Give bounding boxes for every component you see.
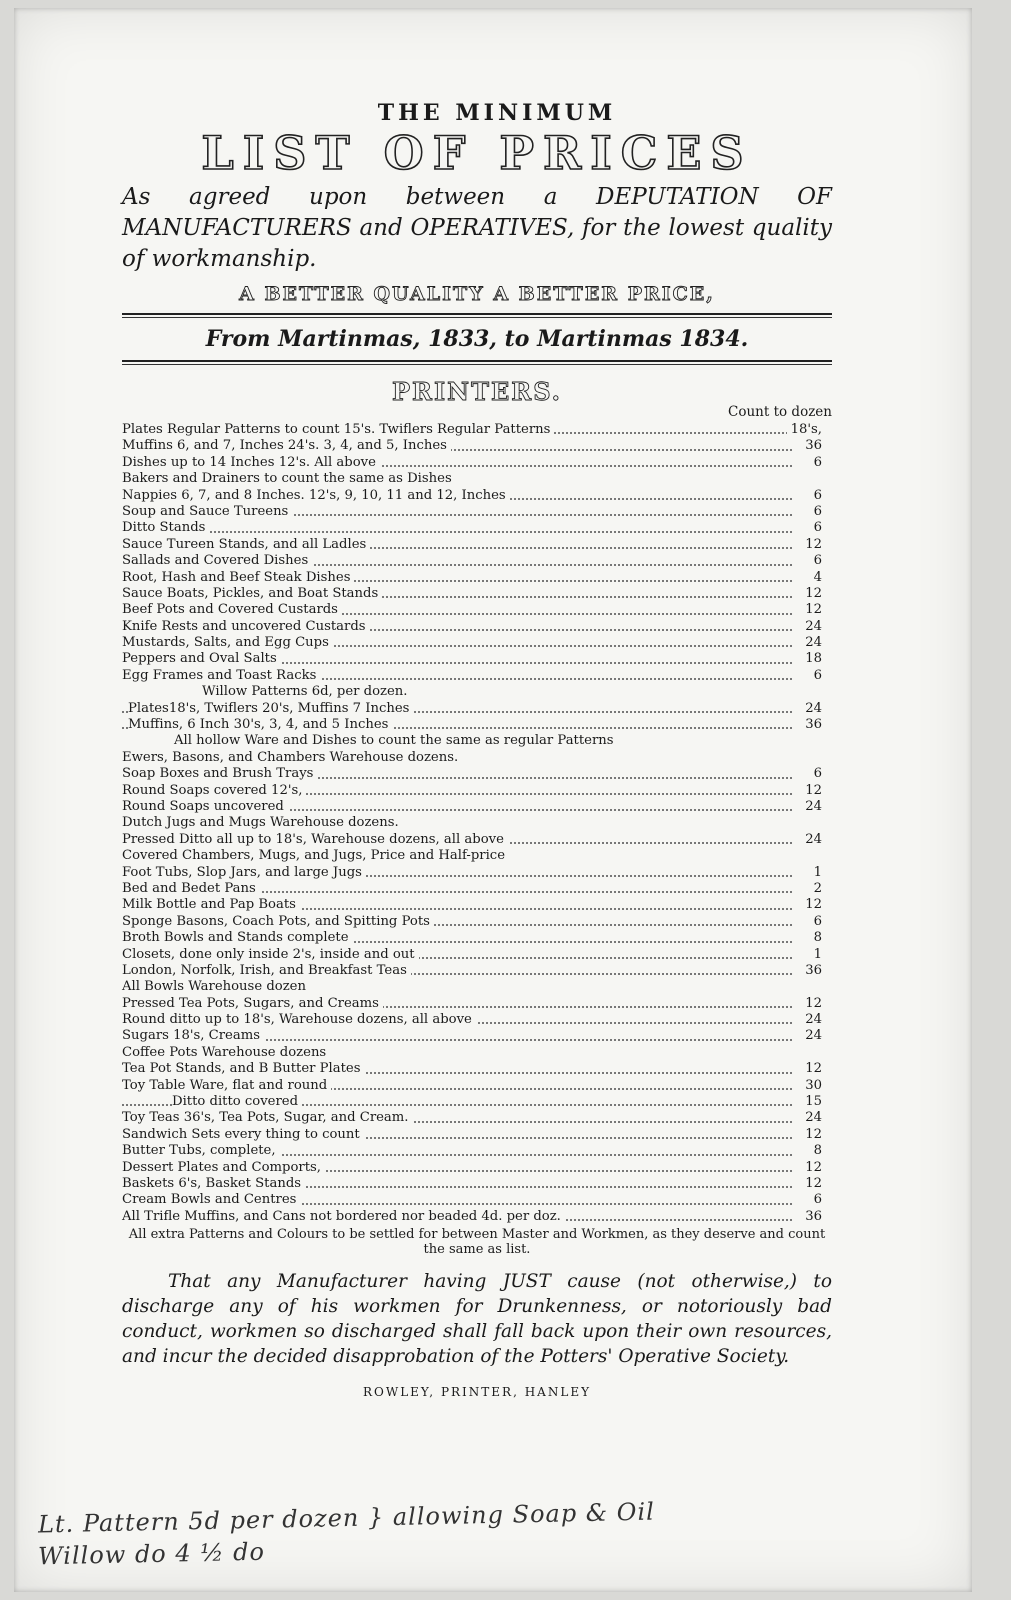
price-row-count: 36: [801, 963, 822, 979]
price-row-label: Soap Boxes and Brush Trays: [122, 766, 317, 782]
price-row-label: Plates Regular Patterns to count 15's. Twiflers Regular Patterns: [122, 422, 554, 438]
price-row: [122, 668, 832, 684]
price-row: [122, 766, 832, 782]
price-row: [122, 537, 832, 553]
title-line-2: LIST OF PRICES: [201, 126, 753, 180]
price-row-label: Closets, done only inside 2's, inside and out: [122, 947, 419, 963]
price-row-count: 1: [810, 947, 822, 963]
price-row: [122, 1045, 832, 1061]
price-row-count: 24: [801, 635, 822, 651]
price-row-count: 12: [801, 996, 822, 1012]
price-row-label: Egg Frames and Toast Racks: [122, 668, 320, 684]
price-row-count: 24: [801, 1028, 822, 1044]
price-row: [122, 619, 832, 635]
price-row: [122, 438, 832, 454]
price-row-count: 6: [810, 914, 822, 930]
price-row-label: Dishes up to 14 Inches 12's. All above: [122, 455, 380, 471]
price-row: [122, 996, 832, 1012]
price-row: [122, 1143, 832, 1159]
price-row-label: Round ditto up to 18's, Warehouse dozens, all above: [122, 1012, 476, 1028]
price-row: [122, 799, 832, 815]
price-row: [122, 930, 832, 946]
title-line-1: THE MINIMUM: [377, 100, 617, 126]
price-list: [122, 422, 832, 1225]
price-row: [122, 1061, 832, 1077]
price-row-label: Tea Pot Stands, and B Butter Plates: [122, 1061, 364, 1077]
price-row-label: Sallads and Covered Dishes: [122, 553, 312, 569]
price-row-count: 36: [801, 1209, 822, 1225]
better-quality-line: A BETTER QUALITY A BETTER PRICE,: [239, 283, 715, 305]
price-row: [122, 520, 832, 536]
price-row: [122, 471, 832, 487]
price-row: [122, 488, 832, 504]
divider-top-thin: [122, 317, 832, 318]
handwritten-note-line-1: Lt. Pattern 5d per dozen } allowing Soap & Oil: [37, 1497, 656, 1539]
price-row-label: Sandwich Sets every thing to count: [122, 1127, 364, 1143]
price-row-count: 4: [810, 570, 822, 586]
price-row-count: 8: [810, 1143, 822, 1159]
price-row-label: London, Norfolk, Irish, and Breakfast Teas: [122, 963, 411, 979]
price-row-label: Ditto Stands: [122, 520, 209, 536]
price-row-count: 36: [801, 717, 822, 733]
leader-dots: [122, 531, 792, 533]
price-row-label: Round Soaps covered 12's,: [122, 783, 306, 799]
price-row-label: Dessert Plates and Comports,: [122, 1160, 325, 1176]
price-row: [122, 1209, 832, 1225]
price-row-count: 24: [801, 799, 822, 815]
price-row-label: Muffins 6, and 7, Inches 24's. 3, 4, and 5, Inches: [122, 438, 451, 454]
price-row: [122, 881, 832, 897]
price-row-count: 6: [810, 766, 822, 782]
price-row-label: Ditto ditto covered: [172, 1094, 302, 1110]
price-row-label: Toy Teas 36's, Tea Pots, Sugar, and Cream.: [122, 1110, 412, 1126]
price-row: [122, 602, 832, 618]
price-row-count: 24: [801, 701, 822, 717]
price-row-label: Broth Bowls and Stands complete: [122, 930, 353, 946]
price-row-label: Sauce Boats, Pickles, and Boat Stands: [122, 586, 382, 602]
price-row-label: Soup and Sauce Tureens: [122, 504, 292, 520]
price-row-count: 12: [801, 783, 822, 799]
price-row-count: 24: [801, 1012, 822, 1028]
price-row: [122, 455, 832, 471]
column-header: Count to dozen: [728, 404, 832, 420]
price-row: [122, 832, 832, 848]
price-row-count: 18's,: [787, 422, 822, 438]
price-row-count: 12: [801, 1127, 822, 1143]
price-row: [122, 815, 832, 831]
price-row-count: 12: [801, 602, 822, 618]
price-row-label: Toy Table Ware, flat and round: [122, 1078, 331, 1094]
price-row-count: 8: [810, 930, 822, 946]
price-row-label: Sugars 18's, Creams: [122, 1028, 264, 1044]
price-row-count: 6: [810, 488, 822, 504]
price-row-label: Knife Rests and uncovered Custards: [122, 619, 370, 635]
price-row: [122, 897, 832, 913]
price-row-label: Peppers and Oval Salts: [122, 651, 281, 667]
price-row-count: 12: [801, 537, 822, 553]
price-row: [122, 684, 832, 700]
price-row-count: 12: [801, 586, 822, 602]
price-row-label: All Bowls Warehouse dozen: [122, 979, 310, 995]
price-row: [122, 570, 832, 586]
price-row-count: 30: [801, 1078, 822, 1094]
price-row: [122, 1160, 832, 1176]
price-row-label: Sponge Basons, Coach Pots, and Spitting Pots: [122, 914, 434, 930]
price-row-label: All Trifle Muffins, and Cans not bordered nor beaded 4d. per doz.: [122, 1209, 565, 1225]
divider-dates-thin: [122, 364, 832, 365]
price-row-label: All hollow Ware and Dishes to count the same as regular Patterns: [174, 733, 618, 749]
price-row-count: 6: [810, 553, 822, 569]
price-row-label: Milk Bottle and Pap Boats: [122, 897, 300, 913]
price-row-count: 6: [810, 504, 822, 520]
price-row-label: Pressed Tea Pots, Sugars, and Creams: [122, 996, 383, 1012]
conditions-paragraph: That any Manufacturer having JUST cause (not otherwise,) to discharge any of his workmen for Drunkenness, or notoriously bad conduct, workmen so discharged shall fall back upon their own resources, and incur the decided disapprobation of the Potters' Operative Society.: [122, 1271, 832, 1368]
handwritten-note-line-2: Willow do 4 ½ do: [37, 1537, 266, 1571]
date-range: From Martinmas, 1833, to Martinmas 1834.: [205, 326, 749, 352]
price-row-label: Muffins, 6 Inch 30's, 3, 4, and 5 Inches: [128, 717, 392, 733]
price-row-count: 18: [801, 651, 822, 667]
price-row: [122, 914, 832, 930]
price-row-count: 12: [801, 897, 822, 913]
price-row-count: 6: [810, 520, 822, 536]
price-row-count: 15: [801, 1094, 822, 1110]
price-row: [122, 979, 832, 995]
price-row-label: Nappies 6, 7, and 8 Inches. 12's, 9, 10, 11 and 12, Inches: [122, 488, 510, 504]
extra-patterns-note: All extra Patterns and Colours to be settled for between Master and Workmen, as they deserve and count the same as list.: [128, 1227, 826, 1258]
price-row: [122, 1078, 832, 1094]
price-row: [122, 963, 832, 979]
price-row-count: 1: [810, 865, 822, 881]
price-row-count: 6: [810, 455, 822, 471]
printer-imprint: ROWLEY, PRINTER, HANLEY: [363, 1385, 591, 1400]
price-row-label: Baskets 6's, Basket Stands: [122, 1176, 305, 1192]
price-row-label: Round Soaps uncovered: [122, 799, 288, 815]
price-row-label: Ewers, Basons, and Chambers Warehouse dozens.: [122, 750, 462, 766]
price-row: [122, 733, 832, 749]
price-row: [122, 635, 832, 651]
price-row-count: 24: [801, 1110, 822, 1126]
document-sheet: [14, 8, 972, 1592]
price-row-label: Willow Patterns 6d, per dozen.: [202, 684, 411, 700]
price-row: [122, 750, 832, 766]
price-row-label: Covered Chambers, Mugs, and Jugs, Price and Half-price: [122, 848, 509, 864]
divider-dates: [122, 360, 832, 362]
price-row-label: Plates18's, Twiflers 20's, Muffins 7 Inches: [128, 701, 413, 717]
section-title: PRINTERS.: [391, 377, 563, 406]
price-row: [122, 717, 832, 733]
price-row-count: 36: [801, 438, 822, 454]
price-row-count: 2: [810, 881, 822, 897]
price-row: [122, 422, 832, 438]
price-row: [122, 947, 832, 963]
subtitle: As agreed upon between a DEPUTATION OF MANUFACTURERS and OPERATIVES, for the lowest quality of workmanship.: [122, 184, 832, 272]
price-row: [122, 848, 832, 864]
price-row-count: 6: [810, 1192, 822, 1208]
price-row-label: Bakers and Drainers to count the same as Dishes: [122, 471, 456, 487]
price-row: [122, 553, 832, 569]
price-row: [122, 783, 832, 799]
price-row-label: Cream Bowls and Centres: [122, 1192, 300, 1208]
price-row-label: Coffee Pots Warehouse dozens: [122, 1045, 330, 1061]
price-row: [122, 504, 832, 520]
price-row: [122, 1028, 832, 1044]
price-row-count: 6: [810, 668, 822, 684]
price-row: [122, 1110, 832, 1126]
price-row: [122, 1176, 832, 1192]
price-row: [122, 1012, 832, 1028]
price-row: [122, 1127, 832, 1143]
price-row-label: Dutch Jugs and Mugs Warehouse dozens.: [122, 815, 403, 831]
price-row-label: Root, Hash and Beef Steak Dishes: [122, 570, 354, 586]
price-row: [122, 586, 832, 602]
price-row: [122, 865, 832, 881]
price-row: [122, 651, 832, 667]
price-row-count: 12: [801, 1176, 822, 1192]
price-row-label: Foot Tubs, Slop Jars, and large Jugs: [122, 865, 366, 881]
price-row: [122, 701, 832, 717]
price-row-label: Sauce Tureen Stands, and all Ladles: [122, 537, 370, 553]
price-row-label: Beef Pots and Covered Custards: [122, 602, 342, 618]
price-row-label: Bed and Bedet Pans: [122, 881, 260, 897]
price-row-label: Mustards, Salts, and Egg Cups: [122, 635, 333, 651]
price-row-count: 12: [801, 1160, 822, 1176]
price-row-count: 12: [801, 1061, 822, 1077]
price-row-label: Pressed Ditto all up to 18's, Warehouse dozens, all above: [122, 832, 508, 848]
price-row: [122, 1192, 832, 1208]
price-row-label: Butter Tubs, complete,: [122, 1143, 280, 1159]
document-content: [122, 100, 832, 1399]
price-row: [122, 1094, 832, 1110]
price-row-count: 24: [801, 619, 822, 635]
price-row-count: 24: [801, 832, 822, 848]
divider-top: [122, 313, 832, 315]
